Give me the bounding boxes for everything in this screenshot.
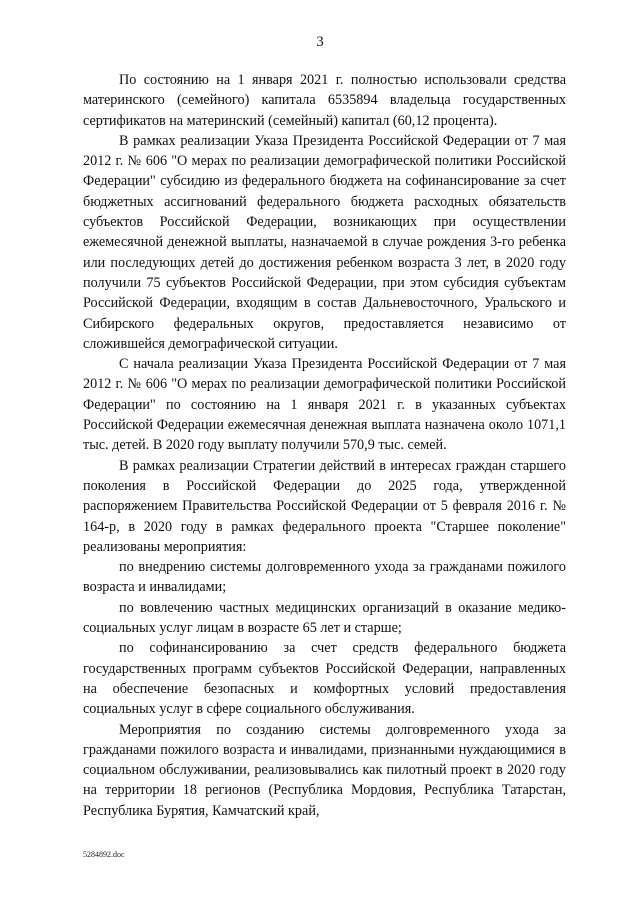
- paragraph-5: Мероприятия по созданию системы долговременного ухода за гражданами пожилого возраста и инвалидами, признанными нуждающимися в социальном обслуживании, реализовывались как пилотный проект в 2020 году на территории 18 регионов (Республика Мордовия, Республика Татарстан, Республика Бурятия, Камчатский край,: [83, 721, 566, 819]
- paragraph-2: В рамках реализации Указа Президента Российской Федерации от 7 мая 2012 г. № 606 "О мерах по реализации демографической политики Российской Федерации" субсидию из федерального бюджета на софинансирование за счет бюджетных ассигнований федерального бюджета расходных обязательств субъектов Российской Федерации, возникающих при осуществлении ежемесячной денежной выплаты, назначаемой в случае рождения 3-го ребенка или последующих детей до достижения ребенком возраста 3 лет, в 2020 году получили 75 субъектов Российской Федерации, при этом субсидия субъектам Российской Федерации, входящим в состав Дальневосточного, Уральского и Сибирского федеральных округов, предоставляется независимо от сложившейся демографической ситуации.: [83, 132, 566, 352]
- document-body: [83, 70, 566, 821]
- paragraph-1: По состоянию на 1 января 2021 г. полностью использовали средства материнского (семейного) капитала 6535894 владельца государственных сертификатов на материнский (семейный) капитал (60,12 процента).: [83, 72, 566, 129]
- page-number: 3: [316, 34, 324, 50]
- paragraph-4: В рамках реализации Стратегии действий в интересах граждан старшего поколения в Российской Федерации до 2025 года, утвержденной распоряжением Правительства Российской Федерации от 5 февраля 2016 г. № 164-р, в 2020 году в рамках федерального проекта "Старшее поколение" реализованы мероприятия:: [83, 457, 566, 555]
- list-item-1: по внедрению системы долговременного ухода за гражданами пожилого возраста и инвалидами;: [83, 559, 566, 596]
- paragraph-3: С начала реализации Указа Президента Российской Федерации от 7 мая 2012 г. № 606 "О мерах по реализации демографической политики Российской Федерации" по состоянию на 1 января 2021 г. в указанных субъектах Российской Федерации ежемесячная денежная выплата назначена около 1071,1 тыс. детей. В 2020 году выплату получили 570,9 тыс. семей.: [83, 356, 566, 454]
- list-item-2: по вовлечению частных медицинских организаций в оказание медико-социальных услуг лицам в возрасте 65 лет и старше;: [83, 599, 566, 637]
- file-name-footer: 5284892.doc: [83, 850, 125, 859]
- list-item-3: по софинансированию за счет средств федерального бюджета государственных программ субъектов Российской Федерации, направленных на обеспечение безопасных и комфортных условий предоставления социальных услуг в сфере социального обслуживания.: [83, 640, 566, 718]
